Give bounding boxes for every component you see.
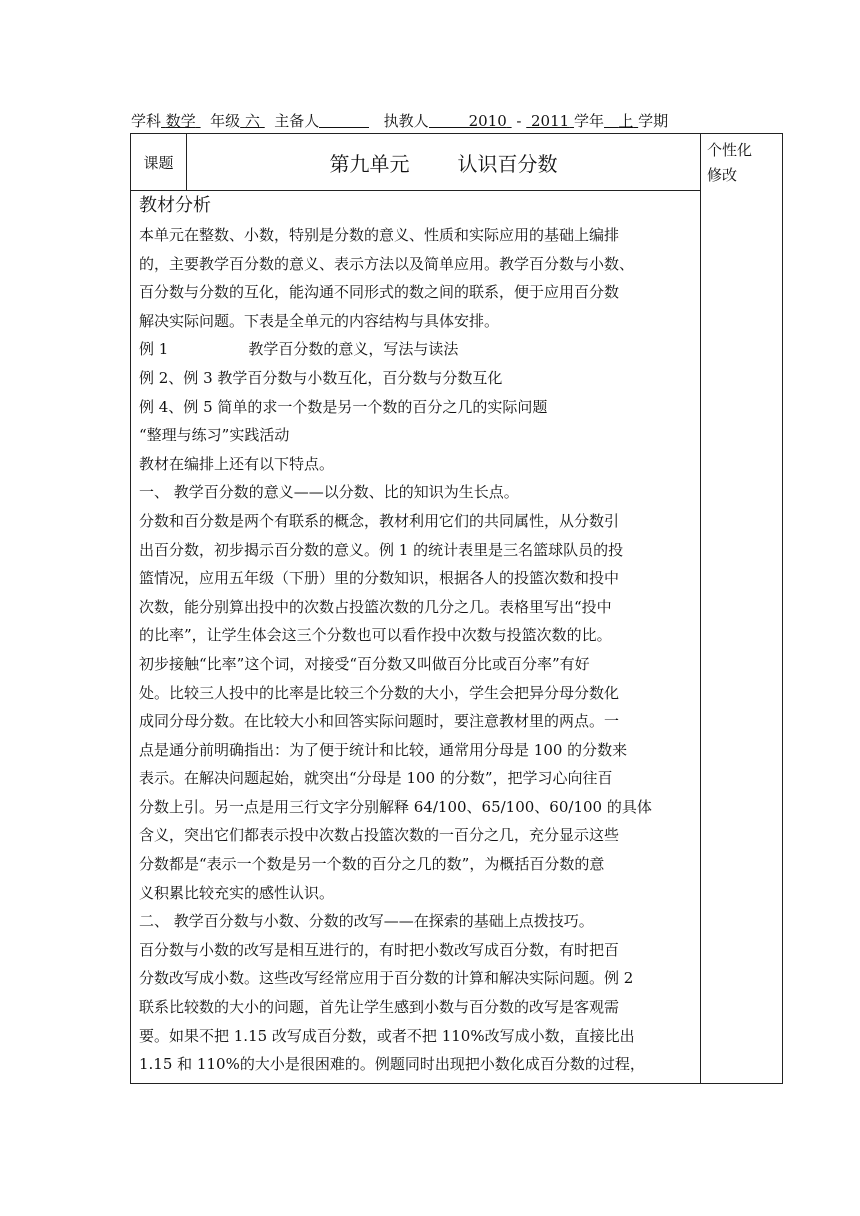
topic-title [187,134,701,191]
teacher-label: 执教人 [383,112,429,130]
text-line: “整理与练习”实践活动 [139,426,290,445]
text-line: 分数改写成小数。这些改写经常应用于百分数的计算和解决实际问题。例 2 [139,969,634,988]
text-line: 出百分数，初步揭示百分数的意义。例 1 的统计表里是三名篮球队员的投 [139,540,624,559]
text-line: 联系比较数的大小的问题，首先让学生感到小数与百分数的改写是客观需 [139,998,620,1017]
preparer-label: 主备人 [274,112,320,130]
side-header-line2: 修改 [707,166,738,184]
text-line: 含义，突出它们都表示投中次数占投篮次数的一百分之几，充分显示这些 [139,826,620,845]
text-line: 百分数与分数的互化，能沟通不同形式的数之间的联系，便于应用百分数 [139,283,620,302]
grade-value: 六 [244,112,260,130]
example1-label: 例 1 [139,340,169,359]
text-line: 篮情况，应用五年级（下册）里的分数知识，根据各人的投篮次数和投中 [139,569,620,588]
text-line: 分数上引。另一点是用三行文字分别解释 64/100、65/100、60/100 的具体 [139,797,652,816]
personalized-edit-column [701,134,783,1084]
term-value: 上 [618,112,634,130]
year-end: 2011 [531,112,570,130]
text-line: 处。比较三人投中的比率是比较三个分数的大小，学生会把异分母分数化 [139,683,620,702]
text-line: 义积累比较充实的感性认识。 [139,883,335,902]
text-line: 表示。在解决问题起始，就突出“分母是 100 的分数”，把学习心向往百 [139,769,613,788]
topic-name: 认识百分数 [457,151,558,176]
text-line: 例 2、例 3 教学百分数与小数互化，百分数与分数互化 [139,368,503,387]
text-line: 1.15 和 110%的大小是很困难的。例题同时出现把小数化成百分数的过程， [139,1055,645,1074]
subject-value: 数学 [165,112,196,130]
text-line: 次数，能分别算出投中的次数占投篮次数的几分之几。表格里写出“投中 [139,597,612,616]
text-line: 成同分母分数。在比较大小和回答实际问题时，要注意教材里的两点。一 [139,712,620,731]
text-line: 要。如果不把 1.15 改写成百分数，或者不把 110%改写成小数，直接比出 [139,1026,635,1045]
year-label: 学年 [573,112,604,130]
text-line: 百分数与小数的改写是相互进行的，有时把小数改写成百分数，有时把百 [139,940,620,959]
preparer-blank [319,113,369,128]
text-line: 一、 教学百分数的意义——以分数、比的知识为生长点。 [139,483,519,502]
grade-label: 年级 [210,112,241,130]
example1-line [139,335,694,364]
text-line: 分数和百分数是两个有联系的概念，教材利用它们的共同属性，从分数引 [139,511,620,530]
text-line: 分数都是“表示一个数是另一个数的百分之几的数”，为概括百分数的意 [139,855,605,874]
year-sep: - [516,112,522,130]
text-line: 二、 教学百分数与小数、分数的改写——在探索的基础上点拨技巧。 [139,912,594,931]
text-line: 初步接触“比率”这个词，对接受“百分数又叫做百分比或百分率”有好 [139,654,590,673]
subject-label: 学科 [131,112,162,130]
term-label: 学期 [638,112,669,130]
header-line [131,110,668,131]
year-start: 2010 [468,112,507,130]
text-line: 点是通分前明确指出：为了便于统计和比较，通常用分母是 100 的分数来 [139,740,628,759]
text-line: 解决实际问题。下表是全单元的内容结构与具体安排。 [139,311,500,330]
example1-text: 教学百分数的意义，写法与读法 [248,340,459,359]
text-line: 本单元在整数、小数，特别是分数的意义、性质和实际应用的基础上编排 [139,226,620,244]
text-line: 的，主要教学百分数的意义、表示方法以及简单应用。教学百分数与小数、 [139,254,635,273]
content-cell [131,191,701,1084]
lesson-plan-table [130,133,783,1084]
section-title: 教材分析 [139,195,211,216]
text-line: 的比率”，让学生体会这三个分数也可以看作投中次数与投篮次数的比。 [139,626,612,645]
side-header-line1: 个性化 [707,141,753,159]
unit-name: 第九单元 [329,151,410,176]
text-line: 例 4、例 5 简单的求一个数是另一个数的百分之几的实际问题 [139,397,548,416]
teacher-blank [429,113,469,128]
topic-label: 课题 [131,134,187,191]
text-line: 教材在编排上还有以下特点。 [139,454,335,473]
